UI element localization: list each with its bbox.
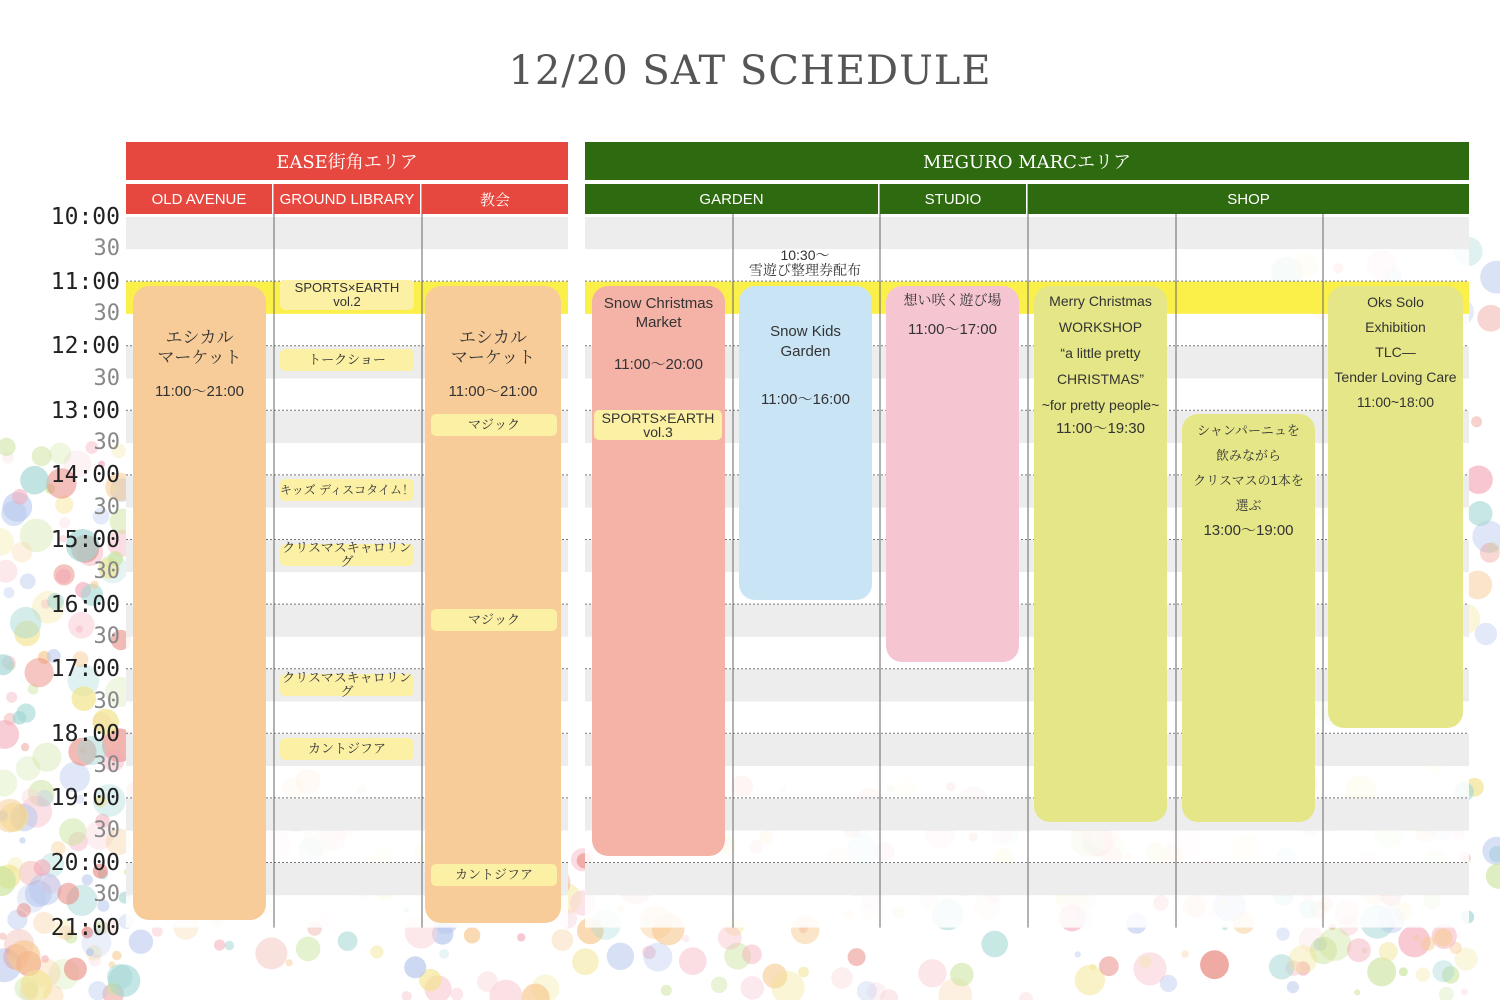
- grid-row-marc: [585, 217, 1469, 249]
- chip-cantoji-2: カントジフア: [431, 864, 557, 886]
- time-label-half: 30: [93, 236, 120, 262]
- time-label-hour: 20:00: [50, 850, 120, 876]
- column-shop: SHOP: [1028, 184, 1469, 214]
- event-ethical-market-church: エシカル マーケット 11:00〜21:00: [425, 286, 561, 923]
- time-label-hour: 13:00: [50, 397, 120, 424]
- time-label-hour: 15:00: [50, 527, 120, 553]
- column-old-avenue: OLD AVENUE: [126, 184, 272, 214]
- time-label-half: 30: [93, 300, 120, 326]
- area-meguro-marc: MEGURO MARCエリア: [585, 142, 1469, 180]
- time-label-hour: 14:00: [50, 462, 120, 489]
- time-label-half: 30: [93, 365, 120, 391]
- time-label-hour: 18:00: [50, 720, 120, 747]
- chip-caroling-1: クリスマスキャロリング: [280, 544, 414, 566]
- grid-row-marc: [585, 895, 1469, 927]
- event-snow-ticket-notice: 10:30〜 雪遊び整理券配布: [749, 247, 861, 278]
- time-label-hour: 21:00: [50, 914, 120, 941]
- event-ethical-market-old-avenue: エシカル マーケット 11:00〜21:00: [133, 286, 266, 920]
- chip-magic-1: マジック: [431, 414, 557, 436]
- time-label-hour: 10:00: [50, 204, 120, 230]
- time-label-hour: 17:00: [50, 656, 120, 683]
- time-label-hour: 11:00: [50, 268, 120, 295]
- time-label-half: 30: [93, 753, 120, 779]
- time-label-half: 30: [93, 882, 120, 908]
- grid-row-ease: [126, 217, 568, 249]
- column-studio: STUDIO: [880, 184, 1026, 214]
- time-label-hour: 12:00: [50, 333, 120, 360]
- grid-row-marc: [585, 863, 1469, 895]
- column-garden: GARDEN: [585, 184, 878, 214]
- chip-caroling-2: クリスマスキャロリング: [280, 674, 414, 696]
- chip-cantoji-1: カントジフア: [280, 738, 414, 760]
- time-label-half: 30: [93, 430, 120, 456]
- column-church: 教会: [422, 184, 568, 214]
- event-christmas-workshop: Merry Christmas WORKSHOP “a little pretty CHRISTMAS” ~for pretty people~ 11:00〜19:30: [1034, 286, 1167, 822]
- time-label-hour: 16:00: [50, 591, 120, 618]
- event-snow-christmas-market: Snow Christmas Market 11:00〜20:00: [592, 286, 725, 856]
- time-label-hour: 19:00: [50, 785, 120, 812]
- chip-sports-earth-vol2: SPORTS×EARTH vol.2: [280, 280, 414, 310]
- chip-sports-earth-vol3: SPORTS×EARTH vol.3: [594, 410, 722, 440]
- time-label-half: 30: [93, 817, 120, 843]
- chip-kids-disco: キッズ ディスコタイム！: [280, 479, 414, 501]
- event-champagne: シャンパーニュを 飲みながら クリスマスの1本を 選ぶ 13:00〜19:00: [1182, 414, 1315, 822]
- chip-magic-2: マジック: [431, 609, 557, 631]
- time-label-half: 30: [93, 494, 120, 520]
- grid-row-marc: [585, 249, 1469, 281]
- event-omoi-saku-asobiba: 想い咲く遊び場 11:00〜17:00: [886, 286, 1019, 662]
- page-title: 12/20 SAT SCHEDULE: [508, 48, 992, 94]
- event-snow-kids-garden: Snow Kids Garden 11:00〜16:00: [739, 286, 872, 600]
- column-ground-library: GROUND LIBRARY: [274, 184, 420, 214]
- area-ease: EASE街角エリア: [126, 142, 568, 180]
- time-label-half: 30: [93, 688, 120, 714]
- time-label-half: 30: [93, 559, 120, 585]
- chip-talk-show: トークショー: [280, 349, 414, 371]
- time-label-half: 30: [93, 623, 120, 649]
- grid-row-ease: [126, 249, 568, 281]
- event-oks-solo-exhibition: Oks Solo Exhibition TLC— Tender Loving Care 11:00~18:00: [1328, 286, 1463, 728]
